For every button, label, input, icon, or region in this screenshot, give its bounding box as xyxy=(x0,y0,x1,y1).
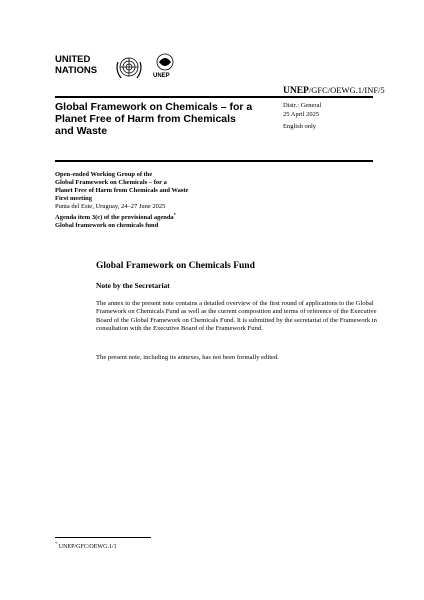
meeting-venue: Punta del Este, Uruguay, 24–27 June 2025 xyxy=(55,203,166,210)
meeting-body-line-1: Open-ended Working Group of the xyxy=(55,171,153,178)
footnote xyxy=(55,541,117,550)
org-line-2: NATIONS xyxy=(55,65,98,76)
meeting-body-line-2: Global Framework on Chemicals – for a xyxy=(55,179,167,186)
logos xyxy=(113,50,185,84)
un-emblem-icon xyxy=(113,50,185,84)
footnote-rule xyxy=(55,537,151,538)
agenda-item-text: Agenda item 3(c) of the provisional agenda xyxy=(55,214,174,222)
document-title: Global Framework on Chemicals – for a Planet Free of Harm from Chemicals and Waste xyxy=(55,101,253,137)
agenda-title: Global framework on chemicals fund xyxy=(55,222,159,230)
header-rule-top xyxy=(55,96,373,98)
agenda-item xyxy=(55,211,285,222)
org-line-1: UNITED xyxy=(55,54,91,65)
body-paragraph-1: The annex to the present note contains a detailed overview of the first round of applications to the Global Framework on Chemicals Fund as well as the current composition and terms of reference of the Executive Board of the Global Framework on Chemicals Fund. It is submitted by the secretariat of the Framework in consultation with the Executive Board of the Framework Fund. xyxy=(96,300,377,332)
footnote-text: UNEP/GFC/OEWG.1/1 xyxy=(58,544,117,550)
meeting-body-line-3: Planet Free of Harm from Chemicals and Waste xyxy=(55,187,189,194)
distribution: Distr.: General xyxy=(283,102,322,109)
unep-logo-icon xyxy=(157,54,173,70)
unep-logo-label: UNEP xyxy=(153,73,170,79)
issue-date: 25 April 2025 xyxy=(283,110,320,118)
footnote-marker: * xyxy=(55,541,58,546)
distribution-block xyxy=(283,102,321,119)
header-rule-bottom xyxy=(55,160,373,162)
meeting-info xyxy=(55,171,285,230)
document-symbol xyxy=(283,85,385,96)
body-title: Global Framework on Chemicals Fund xyxy=(96,261,255,271)
body-subtitle: Note by the Secretariat xyxy=(96,281,170,290)
symbol-rest: /GFC/OEWG.1/INF/5 xyxy=(308,85,385,95)
body-paragraph-2: The present note, including its annexes, has not been formally edited. xyxy=(96,354,279,361)
language-note: English only xyxy=(283,123,317,130)
un-org-name xyxy=(55,54,97,76)
symbol-prefix: UNEP xyxy=(283,86,309,96)
agenda-footnote-marker: * xyxy=(173,212,176,217)
meeting-session: First meeting xyxy=(55,195,93,202)
